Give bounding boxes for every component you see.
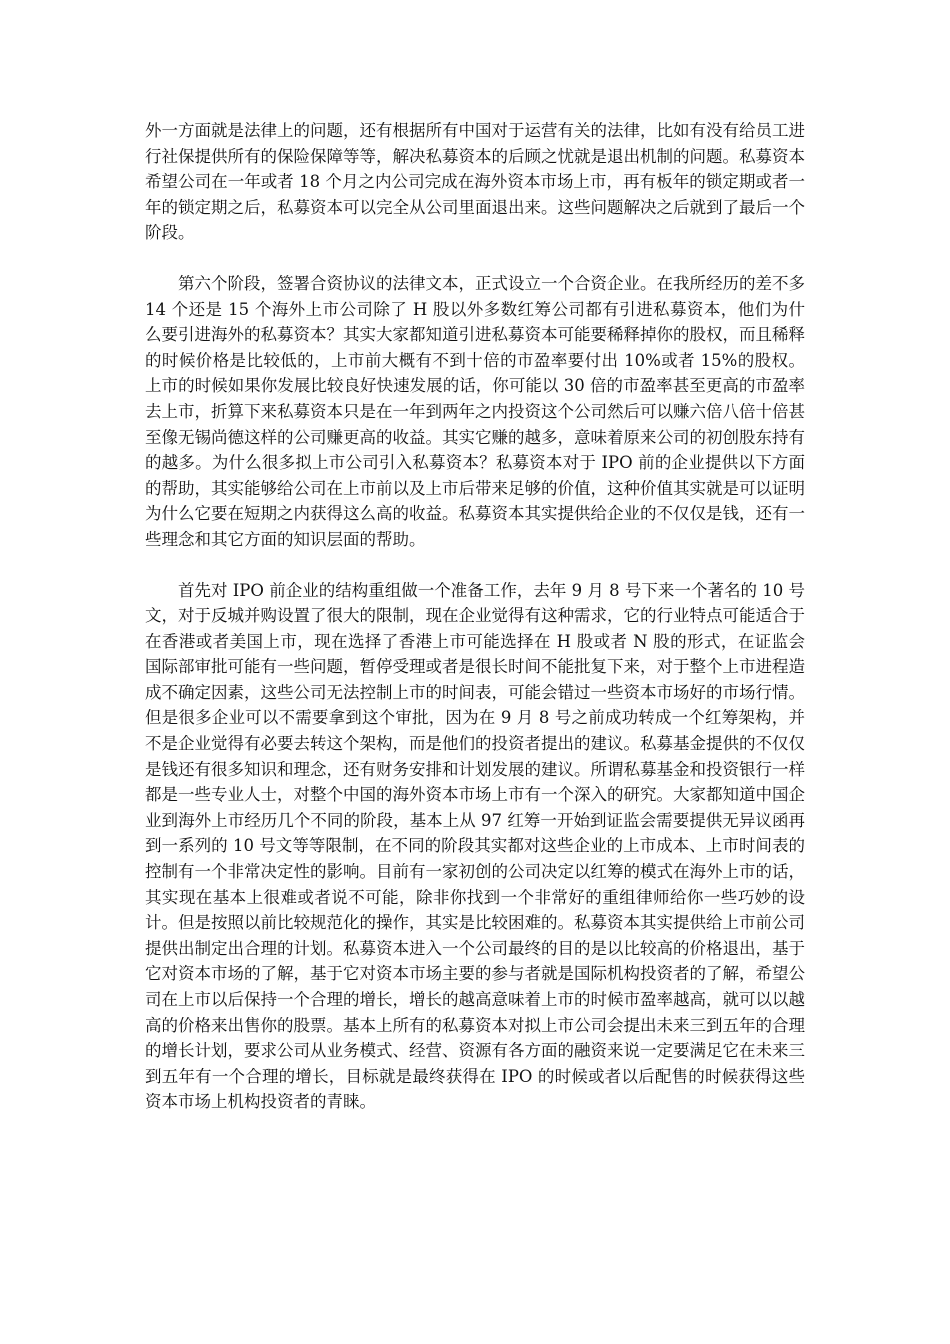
paragraph-3: 首先对 IPO 前企业的结构重组做一个准备工作，去年 9 月 8 号下来一个著名的 10 号文，对于反城并购设置了很大的限制，现在企业觉得有这种需求，它的行业特点可能适合于在香港或者美国上市，现在选择了香港上市可能选择在 H 股或者 N 股的形式，在证监会国际部审批可能有一些问题，暂停受理或者是很长时间不能批复下来，对于整个上市进程造成不确定因素，这些公司无法控制上市的时间表，可能会错过一些资本市场好的市场行情。但是很多企业可以不需要拿到这个审批，因为在 9 月 8 号之前成功转成一个红筹架构，并不是企业觉得有必要去转这个架构，而是他们的投资者提出的建议。私募基金提供的不仅仅是钱还有很多知识和理念，还有财务安排和计划发展的建议。所谓私募基金和投资银行一样都是一些专业人士，对整个中国的海外资本市场上市有一个深入的研究。大家都知道中国企业到海外上市经历几个不同的阶段，基本上从 97 红筹一开始到证监会需要提供无异议函再到一系列的 10 号文等等限制，在不同的阶段其实都对这些企业的上市成本、上市时间表的控制有一个非常决定性的影响。目前有一家初创的公司决定以红筹的模式在海外上市的话，其实现在基本上很难或者说不可能，除非你找到一个非常好的重组律师给你一些巧妙的设计。但是按照以前比较规范化的操作，其实是比较困难的。私募资本其实提供给上市前公司提供出制定出合理的计划。私募资本进入一个公司最终的目的是以比较高的价格退出，基于它对资本市场的了解，基于它对资本市场主要的参与者就是国际机构投资者的了解，希望公司在上市以后保持一个合理的增长，增长的越高意味着上市的时候市盈率越高，就可以以越高的价格来出售你的股票。基本上所有的私募资本对拟上市公司会提出未来三到五年的合理的增长计划，要求公司从业务模式、经营、资源有各方面的融资来说一定要满足它在未来三到五年有一个合理的增长，目标就是最终获得在 IPO 的时候或者以后配售的时候获得这些资本市场上机构投资者的青睐。 <box>145 580 805 1112</box>
paragraph-2: 第六个阶段，签署合资协议的法律文本，正式设立一个合资企业。在我所经历的差不多 14 个还是 15 个海外上市公司除了 H 股以外多数红筹公司都有引进私募资本，他们为什么要引进海外的私募资本？其实大家都知道引进私募资本可能要稀释掉你的股权，而且稀释的时候价格是比较低的，上市前大概有不到十倍的市盈率要付出 10%或者 15%的股权。上市的时候如果你发展比较良好快速发展的话，你可能以 30 倍的市盈率甚至更高的市盈率去上市，折算下来私募资本只是在一年到两年之内投资这个公司然后可以赚六倍八倍十倍甚至像无锡尚德这样的公司赚更高的收益。其实它赚的越多，意味着原来公司的初创股东持有的越多。为什么很多拟上市公司引入私募资本？私募资本对于 IPO 前的企业提供以下方面的帮助，其实能够给公司在上市前以及上市后带来足够的价值，这种价值其实就是可以证明为什么它要在短期之内获得这么高的收益。私募资本其实提供给企业的不仅仅是钱，还有一些理念和其它方面的知识层面的帮助。 <box>145 273 805 549</box>
document-body <box>145 118 805 1115</box>
paragraph-1: 外一方面就是法律上的问题，还有根据所有中国对于运营有关的法律，比如有没有给员工进行社保提供所有的保险保障等等，解决私募资本的后顾之忧就是退出机制的问题。私募资本希望公司在一年或者 18 个月之内公司完成在海外资本市场上市，再有板年的锁定期或者一年的锁定期之后，私募资本可以完全从公司里面退出来。这些问题解决之后就到了最后一个阶段。 <box>145 121 805 243</box>
